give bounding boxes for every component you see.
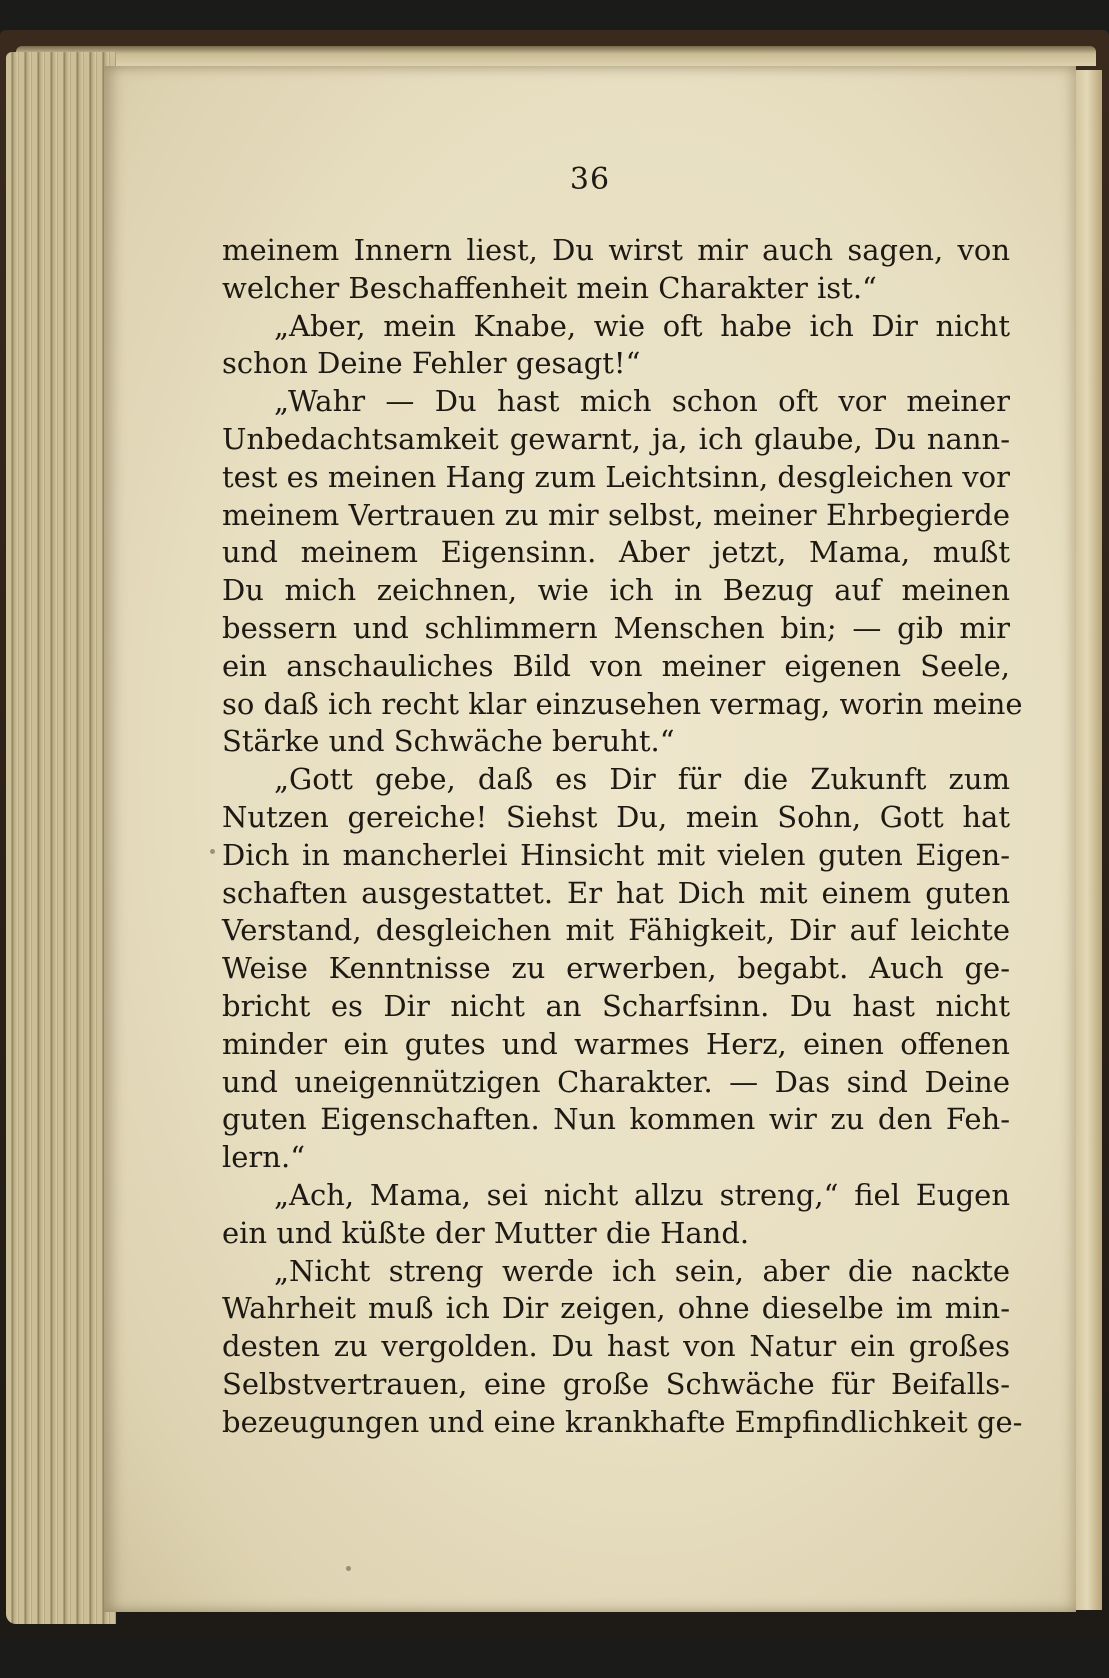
paper-speck [346, 1566, 351, 1571]
text-line: Wahrheit muß ich Dir zeigen, ohne dieselbe im min- [222, 1291, 1010, 1326]
text-line: und meinem Eigensinn. Aber jetzt, Mama, mußt [222, 535, 1010, 570]
page-edges-top [16, 46, 1096, 66]
text-line: guten Eigenschaften. Nun kommen wir zu den Feh- [222, 1102, 1010, 1137]
text-line: schaften ausgestattet. Er hat Dich mit einem guten [222, 875, 1010, 910]
text-line: und uneigennützigen Charakter. — Das sind Deine [222, 1064, 1010, 1099]
page-edges-left [6, 52, 116, 1624]
book-page [104, 66, 1076, 1612]
text-line: meinem Innern liest, Du wirst mir auch sagen, von [222, 233, 1010, 267]
text-line: Dich in mancherlei Hinsicht mit vielen guten Eigen- [222, 837, 1010, 872]
text-line: Verstand, desgleichen mit Fähigkeit, Dir auf leichte [222, 913, 1010, 948]
text-line: Stärke und Schwäche beruht.“ [222, 724, 675, 759]
text-line: minder ein gutes und warmes Herz, einen offenen [222, 1026, 1010, 1061]
paper-speck [210, 849, 215, 854]
text-line: „Nicht streng werde ich sein, aber die nackte [274, 1253, 1010, 1288]
text-line: „Gott gebe, daß es Dir für die Zukunft zum [274, 762, 1010, 797]
text-line: bricht es Dir nicht an Scharfsinn. Du hast nicht [222, 988, 1010, 1023]
text-line: „Aber, mein Knabe, wie oft habe ich Dir nicht [274, 308, 1010, 343]
text-line: welcher Beschaffenheit mein Charakter ist.“ [222, 270, 877, 305]
text-line: Nutzen gereiche! Siehst Du, mein Sohn, Gott hat [222, 799, 1010, 834]
text-line: test es meinen Hang zum Leichtsinn, desgleichen vor [222, 459, 1010, 494]
text-line: bessern und schlimmern Menschen bin; — gib mir [222, 610, 1010, 645]
text-line: „Ach, Mama, sei nicht allzu streng,“ fiel Eugen [274, 1177, 1010, 1212]
text-line: schon Deine Fehler gesagt!“ [222, 346, 641, 381]
text-line: Du mich zeichnen, wie ich in Bezug auf meinen [222, 573, 1010, 608]
body-text [222, 232, 1109, 1442]
text-line: ein anschauliches Bild von meiner eigenen Seele, [222, 648, 1010, 683]
text-line: „Wahr — Du hast mich schon oft vor meiner [274, 384, 1010, 419]
text-line: meinem Vertrauen zu mir selbst, meiner Ehrbegierde [222, 497, 1010, 532]
text-line: bezeugungen und eine krankhafte Empfindlichkeit ge- [222, 1404, 1023, 1439]
text-line: Weise Kenntnisse zu erwerben, begabt. Auch ge- [222, 951, 1010, 986]
text-line: desten zu vergolden. Du hast von Natur ein großes [222, 1329, 1010, 1364]
text-line: so daß ich recht klar einzusehen vermag, worin meine [222, 686, 1023, 721]
text-line: lern.“ [222, 1140, 306, 1175]
text-line: Unbedachtsamkeit gewarnt, ja, ich glaube, Du nann- [222, 421, 1010, 456]
page-number: 36 [569, 162, 611, 197]
text-line: Selbstvertrauen, eine große Schwäche für Beifalls- [222, 1366, 1010, 1401]
text-line: ein und küßte der Mutter die Hand. [222, 1215, 750, 1250]
